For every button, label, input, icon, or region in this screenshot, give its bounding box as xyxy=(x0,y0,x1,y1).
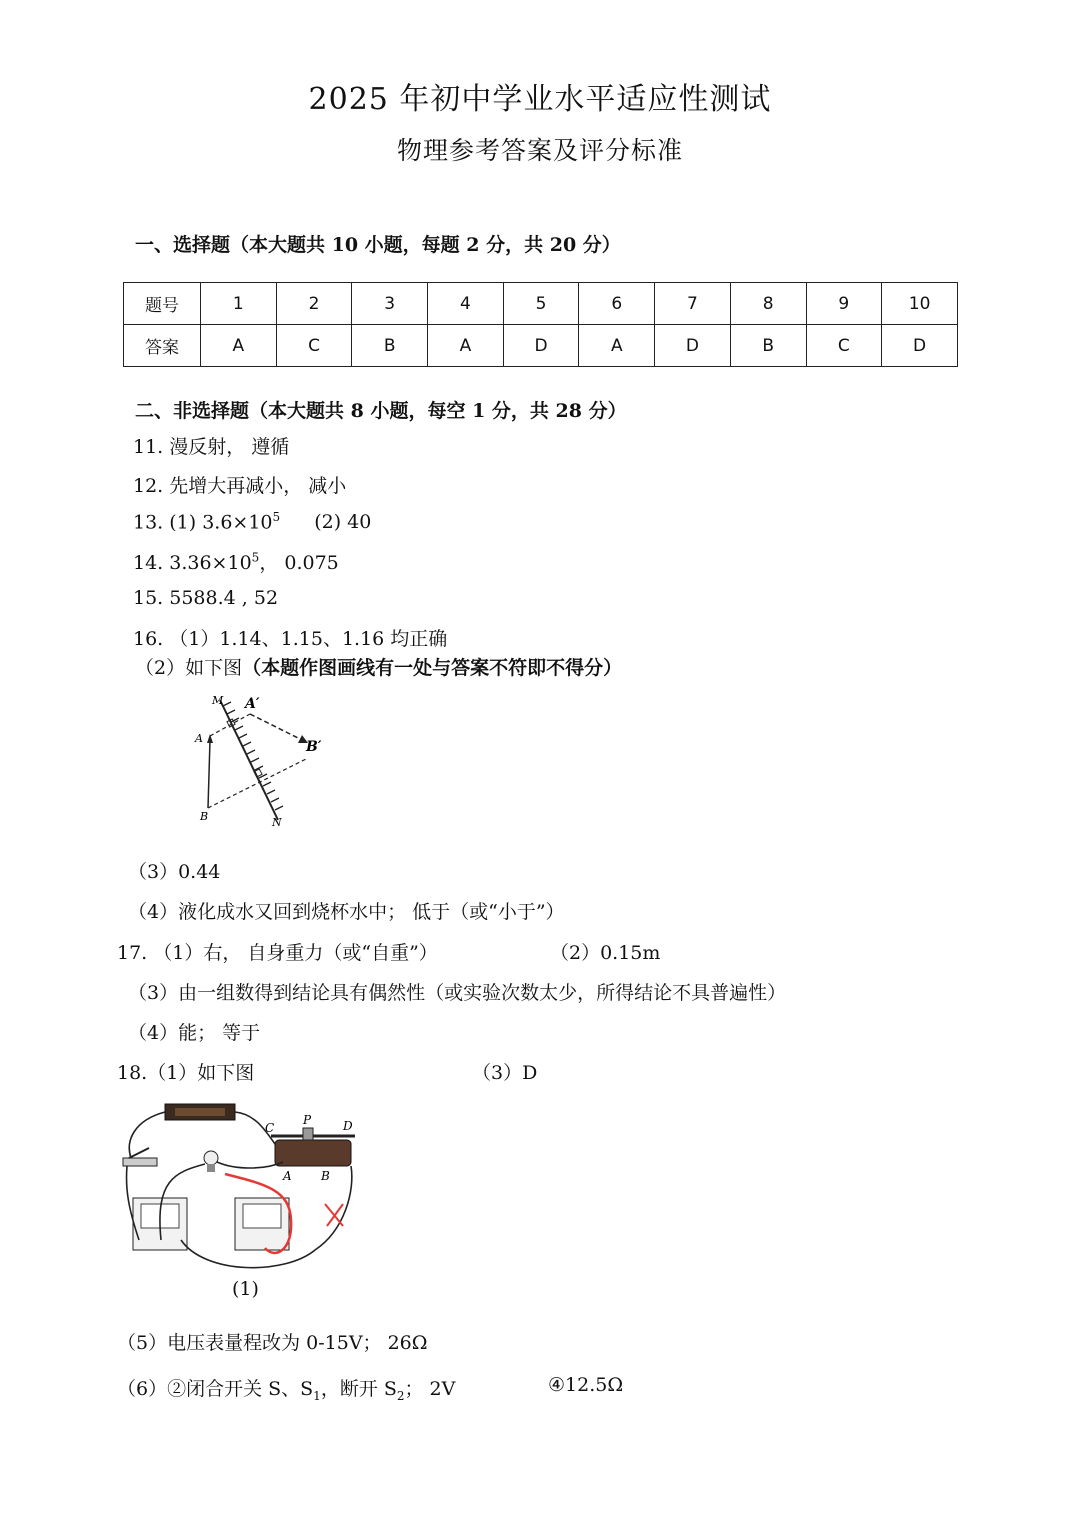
answer-q18-6-part4: ④12.5Ω xyxy=(548,1374,624,1396)
table-cell: C xyxy=(806,325,882,367)
section1-heading: 一、选择题（本大题共 10 小题，每题 2 分，共 20 分） xyxy=(135,234,621,256)
answer-q15: 15. 5588.4 , 52 xyxy=(133,587,279,609)
subscript: 2 xyxy=(396,1388,405,1403)
circuit-diagram xyxy=(115,1100,365,1280)
answer-q16-3: （3）0.44 xyxy=(128,861,221,883)
table-cell: A xyxy=(579,325,655,367)
answer-q16-2 xyxy=(135,653,622,680)
image-arrow xyxy=(250,714,302,740)
mirror-line xyxy=(220,700,278,820)
table-cell: 2 xyxy=(276,283,352,325)
row-label-number: 题号 xyxy=(124,283,201,325)
exponent: 5 xyxy=(272,510,281,524)
voltmeter-dial xyxy=(243,1204,281,1228)
table-cell: 7 xyxy=(655,283,731,325)
table-row-answers xyxy=(124,325,958,367)
page-title: 2025 年初中学业水平适应性测试 xyxy=(308,82,772,117)
answer-q18-5: （5）电压表量程改为 0-15V； 26Ω xyxy=(117,1332,428,1354)
label-a-prime: A′ xyxy=(245,696,260,712)
answer-q14-part2: ， 0.075 xyxy=(259,552,339,574)
bulb xyxy=(204,1151,218,1165)
table-cell: D xyxy=(503,325,579,367)
rheostat-slider xyxy=(303,1128,313,1140)
answer-q13-part1: 13. (1) 3.6×10 xyxy=(133,511,273,534)
table-cell: D xyxy=(655,325,731,367)
answer-q17-3: （3）由一组数得到结论具有偶然性（或实验次数太少，所得结论不具普遍性） xyxy=(128,982,787,1004)
table-cell: A xyxy=(201,325,277,367)
answer-table xyxy=(123,282,958,367)
answer-q16-4: （4）液化成水又回到烧杯水中； 低于（或“小于”） xyxy=(128,901,565,923)
table-cell: 10 xyxy=(882,283,958,325)
answer-q14 xyxy=(133,548,339,575)
table-cell: A xyxy=(428,325,504,367)
answer-q18-6-part3: ； 2V xyxy=(404,1378,456,1400)
subscript: 1 xyxy=(313,1388,321,1403)
object-arrow xyxy=(208,740,210,808)
answer-q18-3: （3）D xyxy=(472,1062,538,1084)
answer-q12: 12. 先增大再减小， 减小 xyxy=(133,475,347,497)
table-cell: 4 xyxy=(428,283,504,325)
table-cell: C xyxy=(276,325,352,367)
label-b: B xyxy=(321,1169,330,1183)
row-label-answer: 答案 xyxy=(124,325,201,367)
answer-q11: 11. 漫反射， 遵循 xyxy=(133,436,290,458)
label-a: A xyxy=(283,1169,292,1183)
label-b-prime: B′ xyxy=(306,739,322,755)
bulb-base xyxy=(207,1164,215,1172)
switch xyxy=(123,1158,157,1166)
answer-q13-part2: (2) 40 xyxy=(314,511,372,534)
label-d: D xyxy=(343,1119,353,1133)
label-c: C xyxy=(265,1121,275,1135)
answer-q18-6 xyxy=(117,1374,455,1403)
table-cell: B xyxy=(730,325,806,367)
answer-q16-1: 16. （1）1.14、1.15、1.16 均正确 xyxy=(133,628,448,650)
table-cell: 3 xyxy=(352,283,428,325)
mirror-hatching xyxy=(223,702,283,810)
label-m: M xyxy=(212,694,224,707)
table-cell: D xyxy=(882,325,958,367)
table-cell: B xyxy=(352,325,428,367)
answer-q17-1: 17. （1）右， 自身重力（或“自重”） xyxy=(117,942,438,964)
exponent: 5 xyxy=(251,550,260,565)
page-subtitle: 物理参考答案及评分标准 xyxy=(396,136,683,165)
battery-body xyxy=(175,1108,225,1116)
mirror-diagram xyxy=(190,688,340,833)
scoring-note: （本题作图画线有一处与答案不符即不得分） xyxy=(242,657,623,679)
label-b: B xyxy=(200,810,209,823)
table-cell: 9 xyxy=(806,283,882,325)
table-cell: 1 xyxy=(201,283,277,325)
switch-lever xyxy=(129,1148,149,1158)
table-row-numbers xyxy=(124,283,958,325)
label-n: N xyxy=(272,816,282,829)
figure-caption: (1) xyxy=(232,1278,259,1300)
answer-q17-4: （4）能； 等于 xyxy=(128,1022,261,1044)
section2-heading: 二、非选择题（本大题共 8 小题，每空 1 分，共 28 分） xyxy=(135,400,627,422)
label-p: P xyxy=(303,1113,312,1127)
table-cell: 6 xyxy=(579,283,655,325)
table-cell: 8 xyxy=(730,283,806,325)
answer-q18-6-part2: ，断开 S xyxy=(320,1378,397,1400)
label-a: A xyxy=(195,732,203,745)
table-cell: 5 xyxy=(503,283,579,325)
construction-line-b xyxy=(208,758,308,808)
answer-q18-1: 18.（1）如下图 xyxy=(117,1062,255,1084)
answer-q17-2: （2）0.15m xyxy=(550,942,661,964)
answer-q13 xyxy=(133,510,371,533)
answer-q16-2-text: （2）如下图 xyxy=(135,657,243,679)
answer-q18-6-part1: （6）②闭合开关 S、S xyxy=(117,1378,314,1400)
rheostat xyxy=(275,1140,351,1166)
answer-q14-part1: 14. 3.36×10 xyxy=(133,552,252,574)
construction-line-a xyxy=(210,714,250,736)
